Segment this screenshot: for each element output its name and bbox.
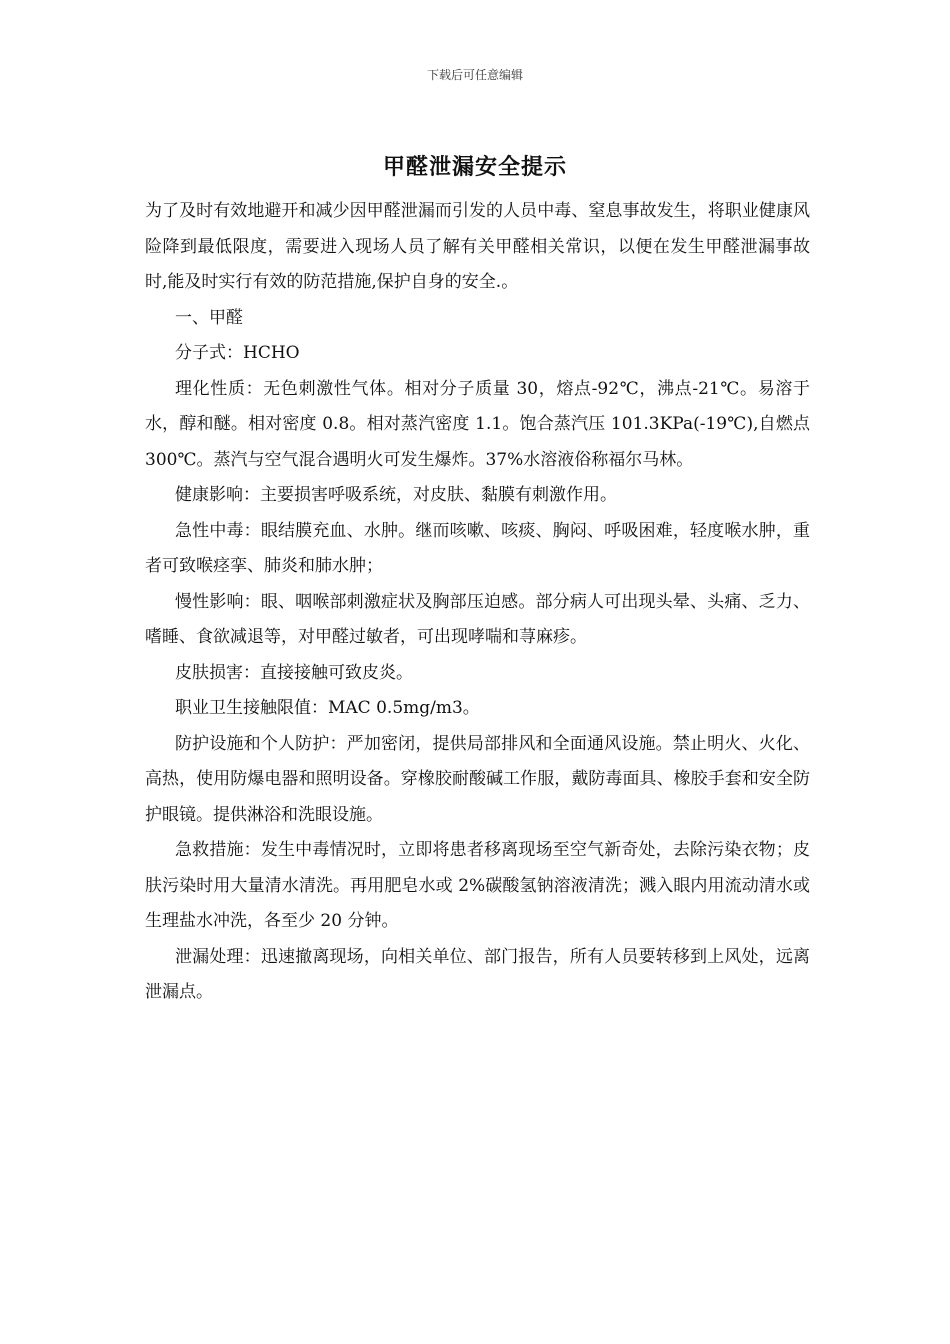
paragraph-first-aid: 急救措施：发生中毒情况时，立即将患者移离现场至空气新奇处，去除污染衣物；皮肤污染时用大量清水清洗。再用肥皂水或 2%碳酸氢钠溶液清洗；溅入眼内用流动清水或生理盐水冲洗，各至少 20 分钟。 [145, 840, 810, 931]
paragraph-exposure-limit: 职业卫生接触限值：MAC 0.5mg/m3。 [175, 698, 480, 718]
paragraph-skin-damage: 皮肤损害：直接接触可致皮炎。 [175, 662, 413, 683]
paragraph-chronic-effects: 慢性影响：眼、咽喉部刺激症状及胸部压迫感。部分病人可出现头晕、头痛、乏力、嗜睡、食欲减退等，对甲醛过敏者，可出现哮喘和荨麻疹。 [145, 591, 810, 647]
paragraph-health-effects: 健康影响：主要损害呼吸系统，对皮肤、黏膜有刺激作用。 [175, 485, 617, 505]
intro-paragraph: 为了及时有效地避开和减少因甲醛泄漏而引发的人员中毒、窒息事故发生，将职业健康风险降到最低限度，需要进入现场人员了解有关甲醛相关常识，以便在发生甲醛泄漏事故时,能及时实行有效的防范措施,保护自身的安全.。 [145, 201, 810, 292]
paragraph-properties: 理化性质：无色刺激性气体。相对分子质量 30，熔点-92℃，沸点-21℃。易溶于水，醇和醚。相对密度 0.8。相对蒸汽密度 1.1。饱合蒸汽压 101.3KPa(-19℃),自燃点 300℃。蒸汽与空气混合遇明火可发生爆炸。37%水溶液俗称福尔马林。 [145, 378, 810, 470]
paragraph-formula: 分子式：HCHO [175, 343, 300, 363]
document-title: 甲醛泄漏安全提示 [382, 155, 567, 180]
header-note: 下载后可任意编辑 [426, 68, 523, 82]
paragraph-acute-poisoning: 急性中毒：眼结膜充血、水肿。继而咳嗽、咳痰、胸闷、呼吸困难，轻度喉水肿，重者可致喉痉挛、肺炎和肺水肿； [145, 520, 810, 576]
document-body [145, 194, 810, 1011]
section-heading: 一、甲醛 [175, 307, 243, 328]
paragraph-leak-handling: 泄漏处理：迅速撤离现场，向相关单位、部门报告，所有人员要转移到上风处，远离泄漏点。 [145, 946, 810, 1002]
paragraph-protection: 防护设施和个人防护：严加密闭，提供局部排风和全面通风设施。禁止明火、火化、高热，使用防爆电器和照明设备。穿橡胶耐酸碱工作服，戴防毒面具、橡胶手套和安全防护眼镜。提供淋浴和洗眼设施。 [145, 733, 810, 825]
